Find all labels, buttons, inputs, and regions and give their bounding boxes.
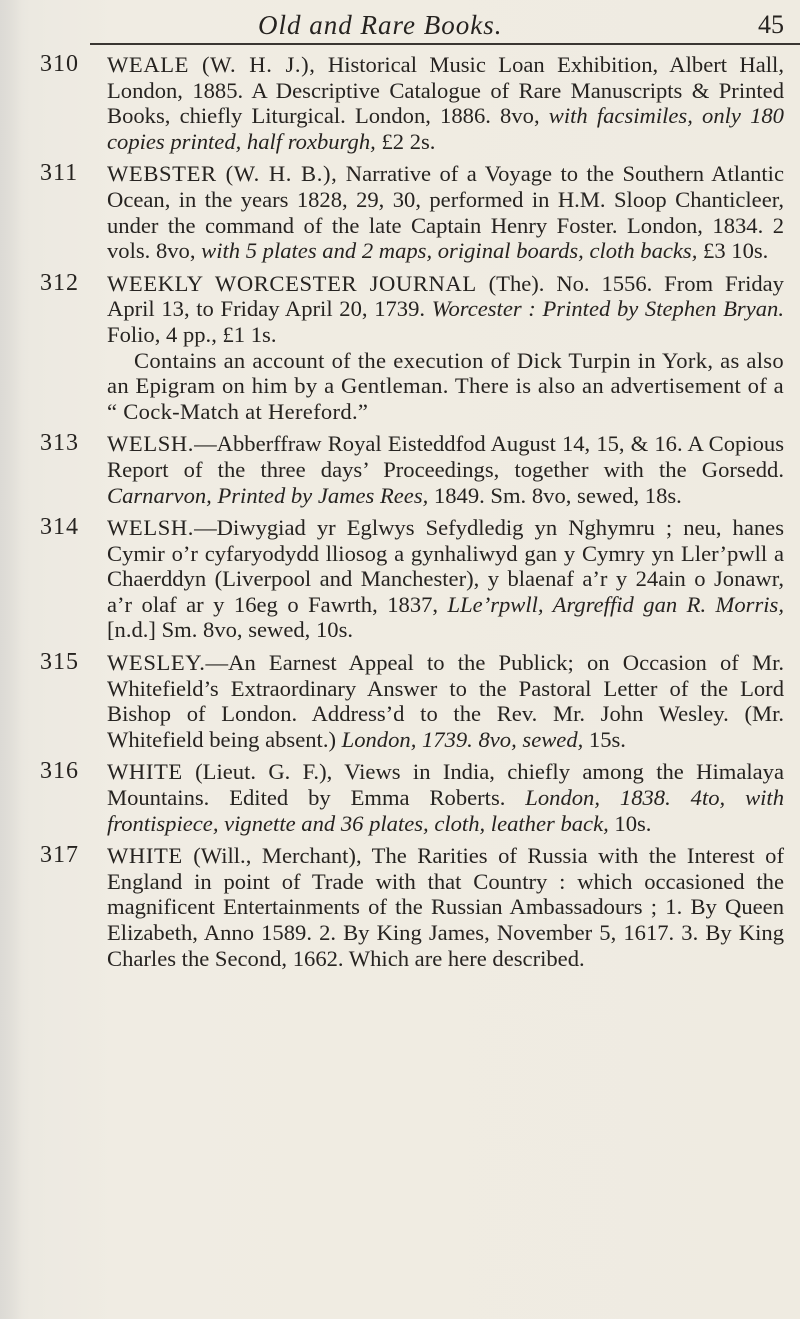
- running-title: Old and Rare Books.: [258, 10, 503, 40]
- catalogue-entry-316: [0, 759, 800, 836]
- entry-number: 316: [40, 758, 79, 785]
- entry-note: Contains an account of the execution of Dick Turpin in York, as also an Epigram on him by a Gentleman. There is also an advertisement of a “ Cock-Match at Hereford.”: [107, 347, 784, 424]
- catalogue-entry-310: [0, 52, 800, 154]
- entry-details: Worcester : Printed by Stephen Bryan.: [425, 296, 784, 322]
- entry-details: with 5 plates and 2 maps, original boards, cloth backs,: [195, 238, 698, 264]
- page-number: 45: [758, 10, 784, 39]
- entry-price: 10s.: [608, 810, 652, 836]
- entry-number: 314: [40, 514, 79, 541]
- entry-number: 315: [40, 649, 79, 676]
- catalogue-entry-314: [0, 515, 800, 643]
- entry-text: Historical Music Loan Exhibition, Albert Hall, London, 1885. A Descriptive Catalogue of Rare Manuscripts & Printed Books, chiefly Liturgical. London, 1886. 8vo,: [107, 52, 784, 129]
- entry-details: Carnarvon, Printed by James Rees,: [107, 482, 429, 508]
- entry-author: WEBSTER (W. H. B.),: [107, 161, 338, 187]
- entry-text: (The). No. 1556. From Friday April 13, to Friday April 20, 1739.: [107, 270, 784, 322]
- entry-author: WELSH.: [107, 431, 195, 457]
- entry-details: LLe’rpwll, Argreffid gan R. Morris,: [438, 591, 784, 617]
- entry-price: 15s.: [583, 726, 626, 752]
- entry-text: (Will., Merchant), The Rarities of Russia with the Interest of England in point of Trade with that Country : which occasioned the magnificent Entertainments of the Russian Ambassadours ; 1. By Queen Elizabeth, Anno 1589. 2. By King James, November 5, 1617. 3. By King Charles the Second, 1662. Which are here described.: [107, 843, 784, 971]
- entry-text: (Lieut. G. F.), Views in India, chiefly among the Himalaya Mountains. Edited by Emma Roberts.: [107, 759, 784, 811]
- running-head: [0, 10, 800, 40]
- entry-author: WELSH.: [107, 515, 195, 541]
- entry-price: £2 2s.: [375, 128, 436, 154]
- entry-number: 317: [40, 842, 79, 869]
- entry-details: London, 1739. 8vo, sewed,: [336, 726, 584, 752]
- catalogue-entry-313: [0, 431, 800, 508]
- entry-text: —An Earnest Appeal to the Publick; on Occasion of Mr. Whitefield’s Extraordinary Answer to the Pastoral Letter of the Lord Bishop of London. Address’d to the Rev. Mr. John Wesley. (Mr. Whitefield being absent.): [107, 650, 784, 752]
- catalogue-entry-311: [0, 161, 800, 263]
- entry-price: Folio, 4 pp., £1 1s.: [107, 321, 277, 347]
- header-rule: [90, 43, 800, 45]
- catalogue-entry-312: [0, 271, 800, 425]
- catalogue-entry-317: [0, 843, 800, 971]
- entry-text: —Diwygiad yr Eglwys Sefydledig yn Nghymru ; neu, hanes Cymir o’r cyfaryodydd lliosog a gynhaliwyd gan y Cymry yn Ller’pwll a Chaerddyn (Liverpool and Manchester), y blaenaf a’r y 24ain o Jonawr, a’r olaf ar y 16eg o Fawrth, 1837,: [107, 515, 784, 617]
- entry-number: 311: [40, 160, 79, 187]
- entry-author: WEEKLY WORCESTER JOURNAL: [107, 270, 477, 296]
- entry-price: [n.d.] Sm. 8vo, sewed, 10s.: [107, 617, 354, 643]
- entry-number: 310: [40, 51, 79, 77]
- catalogue-entry-315: [0, 650, 800, 752]
- entry-details: London, 1838. 4to, with frontispiece, vignette and 36 plates, cloth, leather back,: [107, 785, 784, 836]
- entry-author: WHITE: [107, 843, 183, 869]
- entry-number: 313: [40, 430, 79, 457]
- entry-text: —Abberffraw Royal Eisteddfod August 14, 15, & 16. A Copious Report of the three days’ Proceedings, together with the Gorsedd.: [107, 431, 784, 482]
- entry-author: WESLEY.: [107, 650, 206, 676]
- entry-author: WEALE (W. H. J.),: [107, 52, 316, 77]
- entry-price: £3 10s.: [697, 238, 769, 264]
- entry-text: Narrative of a Voyage to the Southern Atlantic Ocean, in the years 1828, 29, 30, performed in H.M. Sloop Chanticleer, under the command of the late Captain Henry Foster. London, 1834. 2 vols. 8vo,: [107, 161, 784, 264]
- entry-details: with facsimiles, only 180 copies printed, half roxburgh,: [107, 103, 784, 154]
- entry-number: 312: [40, 269, 79, 296]
- catalogue-entries: [0, 52, 800, 978]
- entry-price: 1849. Sm. 8vo, sewed, 18s.: [428, 482, 682, 508]
- entry-author: WHITE: [107, 759, 183, 785]
